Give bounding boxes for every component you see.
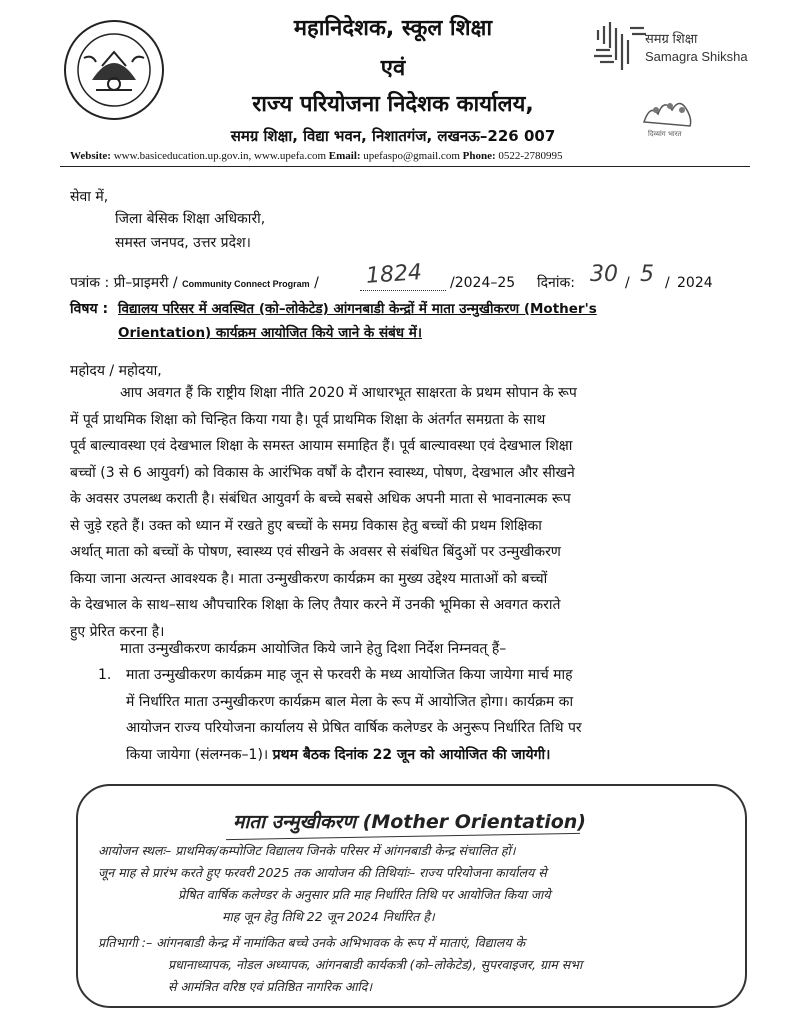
item1-line: माता उन्मुखीकरण कार्यक्रम माह जून से फरवरी के मध्य आयोजित किया जायेगा मार्च माह [126, 667, 573, 683]
reference-slash: / [314, 275, 319, 291]
recipient-line2: समस्त जनपद, उत्तर प्रदेश। [115, 235, 251, 251]
item-1 [126, 662, 756, 768]
salutation: महोदय / महोदया, [70, 363, 162, 379]
samagra-shiksha-text [645, 30, 748, 66]
samagra-english: Samagra Shiksha [645, 49, 748, 64]
contact-line [70, 150, 563, 162]
reference-year: /2024–25 [450, 275, 516, 291]
box-line-venue: आयोजन स्थलः– प्राथमिक/कम्पोजिट विद्यालय जिनके परिसर में आंगनबाडी केन्द्र संचालित हों। [98, 843, 516, 858]
item1-line: में निर्धारित माता उन्मुखीकरण कार्यक्रम बाल मेला के रूप में आयोजित होगा। कार्यक्रम का [126, 693, 574, 710]
header-title-line3: राज्य परियोजना निदेशक कार्यालय, [252, 92, 534, 117]
item1-line: आयोजन राज्य परियोजना कार्यालय से प्रेषित वार्षिक कलेण्डर के अनुरूप निर्धारित तिथि पर [126, 720, 582, 736]
para1-line: किया जाना अत्यन्त आवश्यक है। माता उन्मुखीकरण कार्यक्रम का मुख्य उद्देश्य माताओं को बच्चों [70, 570, 548, 587]
paragraph-2: माता उन्मुखीकरण कार्यक्रम आयोजित किये जाने हेतु दिशा निर्देश निम्नवत् हैं– [120, 641, 507, 657]
date-day-handwritten: 30 [590, 262, 618, 287]
para1-line: आप अवगत हैं कि राष्ट्रीय शिक्षा नीति 2020 में आधारभूत साक्षरता के प्रथम सोपान के रूप [120, 385, 577, 401]
para1-line: बच्चों (3 से 6 आयुवर्ग) को विकास के आरंभिक वर्षों के दौरान स्वास्थ्य, पोषण, देखभाल और सीखने [70, 464, 575, 481]
recipient-line1: जिला बेसिक शिक्षा अधिकारी, [115, 211, 266, 227]
subject-label: विषय : [70, 301, 109, 317]
seva-mein: सेवा में, [70, 189, 109, 205]
date-sep2: / [665, 275, 670, 291]
reference-prefix: प्री–प्राइमरी / [113, 275, 178, 291]
item1-last-plain: किया जायेगा (संलग्नक–1)। [126, 746, 269, 763]
reference-number-underline [360, 290, 446, 291]
para1-line: हुए प्रेरित करना है। [70, 623, 165, 640]
website-value: www.basiceducation.up.gov.in, www.upefa.com [113, 150, 327, 162]
patrank-label: पत्रांक : [70, 275, 110, 291]
box-line-dates: जून माह से प्रारंभ करते हुए फरवरी 2025 तक आयोजन की तिथियांः– राज्य परियोजना कार्यालय से [98, 865, 547, 880]
box-line-calendar: प्रेषित वार्षिक कलेण्डर के अनुसार प्रति माह निर्धारित तिथि पर आयोजित किया जाये [178, 887, 551, 902]
box-line-june: माह जून हेतु तिथि 22 जून 2024 निर्धारित है। [222, 909, 435, 924]
subject-line1: विद्यालय परिसर में अवस्थित (को–लोकेटेड) आंगनबाडी केन्द्रों में माता उन्मुखीकरण (Mother's [118, 301, 597, 317]
box-title: माता उन्मुखीकरण (Mother Orientation) [233, 811, 586, 833]
subject-line2: Orientation) कार्यक्रम आयोजित किये जाने के संबंध में। [118, 325, 422, 341]
header-title-line1: महानिदेशक, स्कूल शिक्षा [293, 16, 493, 41]
date-year: 2024 [677, 275, 713, 291]
para1-line: में पूर्व प्राथमिक शिक्षा को चिन्हित किया गया है। पूर्व प्राथमिक शिक्षा के अंतर्गत समग्रता के साथ [70, 411, 546, 428]
reference-number-handwritten: 1824 [365, 260, 423, 289]
para1-line: पूर्व बाल्यावस्था एवं देखभाल शिक्षा के समस्त आयाम समाहित हैं। पूर्व बाल्यावस्था एवं देखभाल शिक्षा [70, 438, 573, 454]
paragraph-1 [70, 380, 750, 645]
date-label: दिनांक: [537, 275, 575, 291]
item-1-number: 1. [98, 667, 112, 683]
reference-program: Community Connect Program [182, 279, 310, 289]
children-illustration-logo [638, 92, 698, 132]
email-value: upefaspo@gmail.com [363, 150, 460, 162]
date-month-handwritten: 5 [640, 262, 654, 287]
phone-value: 0522-2780995 [498, 150, 563, 162]
samagra-hindi: समग्र शिक्षा [645, 31, 698, 46]
children-logo-caption: दिव्यांग भारत [648, 130, 682, 138]
header-title-line2: एवं [380, 56, 406, 81]
reference-line [70, 270, 319, 298]
box-line-participants-2: प्रधानाध्यापक, नोडल अध्यापक, आंगनबाडी कार्यकत्री (को–लोकेटेड), सुपरवाइजर, ग्राम सभा [168, 957, 583, 972]
item1-last-bold: प्रथम बैठक दिनांक 22 जून को आयोजित की जायेगी। [272, 746, 551, 763]
item1-last-line [126, 742, 756, 769]
website-label: Website: [70, 150, 111, 162]
para1-line: के अवसर उपलब्ध कराती है। संबंधित आयुवर्ग के बच्चे सबसे अधिक अपनी माता से भावनात्मक रूप [70, 491, 571, 507]
samagra-shiksha-logo [590, 20, 650, 76]
box-line-participants: प्रतिभागी :– आंगनबाडी केन्द्र में नामांकित बच्चे उनके अभिभावक के रूप में माताएं, विद्यालय के [98, 935, 526, 950]
para1-line: अर्थात् माता को बच्चों के पोषण, स्वास्थ्य एवं सीखने के अवसर से संबंधित बिंदुओं पर उन्मुखीकरण [70, 544, 561, 560]
email-label: Email: [328, 150, 361, 162]
phone-label: Phone: [462, 150, 496, 162]
para1-line: से जुड़े रहते हैं। उक्त को ध्यान में रखते हुए बच्चों के समग्र विकास हेतु बच्चों की प्रथम शिक्षिका [70, 517, 542, 534]
box-line-participants-3: से आमंत्रित वरिष्ठ एवं प्रतिष्ठित नागरिक आदि। [168, 979, 373, 994]
date-sep1: / [625, 275, 630, 291]
header-address: समग्र शिक्षा, विद्या भवन, निशातगंज, लखनऊ–226 007 [230, 127, 556, 145]
para1-line: के देखभाल के साथ–साथ औपचारिक शिक्षा के लिए तैयार करने में उनकी भूमिका से अवगत कराते [70, 597, 561, 613]
header-divider [60, 166, 750, 167]
